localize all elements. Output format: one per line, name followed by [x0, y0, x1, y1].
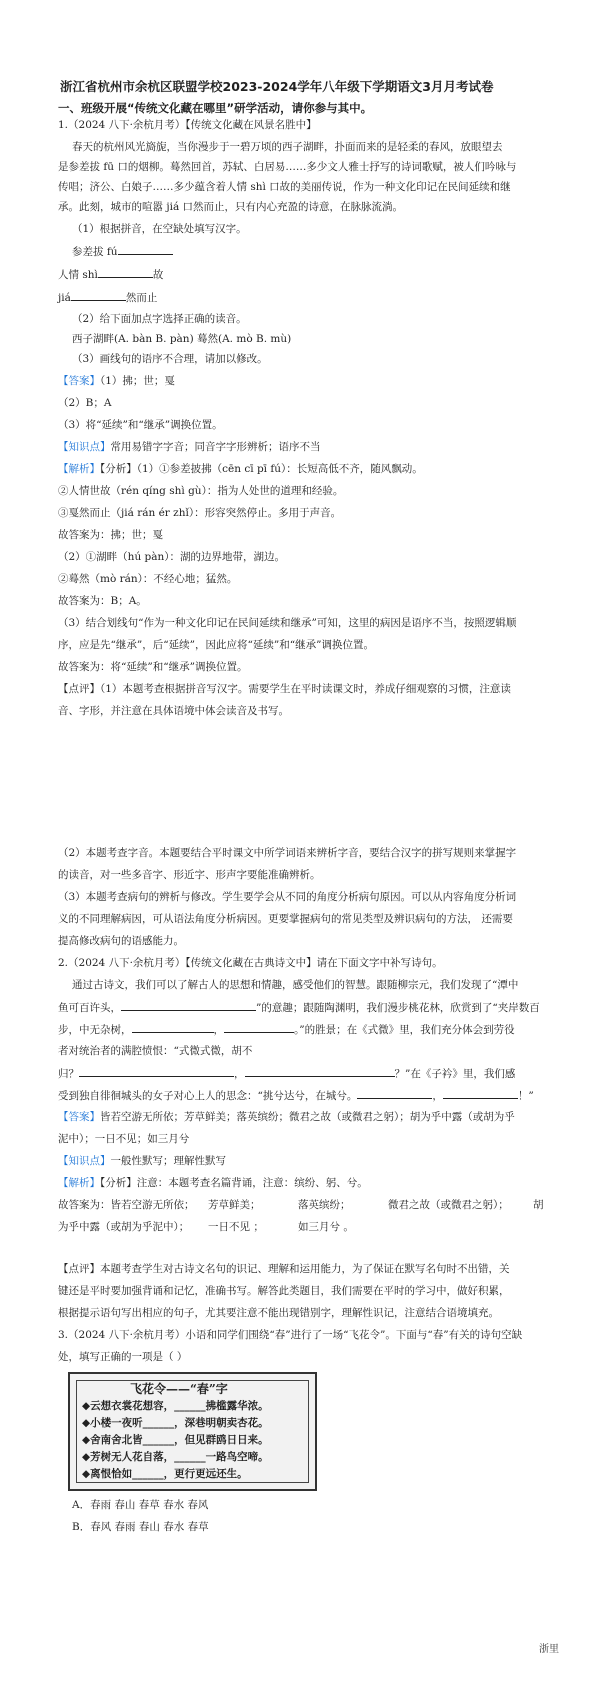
- passage-text: 归？: [58, 1068, 79, 1080]
- card-title: 飞花令——“春”字: [130, 1382, 228, 1396]
- q2-heading: 2.（2024 八下·余杭月考）【传统文化藏在古典诗文中】请在下面文字中补写诗句。: [58, 957, 443, 969]
- answer-blank[interactable]: [357, 1088, 432, 1099]
- q1-sub1: （1）根据拼音，在空缺处填写汉字。: [72, 223, 247, 235]
- q1-analysis-line: 故答案为：拂；世；戛: [58, 529, 163, 541]
- knowledge-text: 一般性默写；理解性默写: [110, 1155, 226, 1167]
- q1-sub2: （2）给下面加点字选择正确的读音。: [72, 313, 247, 325]
- passage-text: ”的意趣；跟随陶渊明，我们漫步桃花林，欣赏到了“夹岸数百: [256, 1002, 540, 1014]
- blank-label: 然而止: [125, 292, 158, 304]
- q1-analysis-line: 故答案为：B；A。: [58, 595, 147, 607]
- q1-comment: 的读音，对一些多音字、形近字、形声字要能准确辨析。: [58, 869, 321, 881]
- passage-text: 。”的胜景；在《式微》里，我们充分体会到劳役: [294, 1024, 515, 1036]
- q1-comment: （3）本题考查病句的辨析与修改。学生要学会从不同的角度分析病句原因。可以从内容角度分析词: [58, 891, 517, 903]
- q3-heading-2: 处，填写正确的一项是（ ）: [58, 1351, 188, 1363]
- analysis-text: 一日不见 ；: [208, 1221, 264, 1233]
- q1-answer-2: （2）B；A: [58, 397, 112, 409]
- q2-analysis-line: [58, 1198, 543, 1212]
- exam-title: 浙江省杭州市余杭区联盟学校2023-2024学年八年级下学期语文3月月考试卷: [60, 79, 494, 94]
- analysis-text: 落英缤纷；: [298, 1199, 351, 1211]
- blank-label: 人情 shì: [58, 269, 98, 281]
- knowledge-text: 常用易错字字音；同音字字形辨析；语序不当: [110, 441, 321, 453]
- q1-heading: 1.（2024 八下·余杭月考）【传统文化藏在风景名胜中】: [58, 119, 317, 131]
- q2-comment: 根据提示语句写出相应的句子，尤其要注意不能出现错别字，理解性识记，注意结合语境填充。: [58, 1307, 499, 1319]
- analysis-text: 芳草鲜美；: [208, 1199, 261, 1211]
- q1-analysis-line: 序，应是先“继承”，后“延续”，因此应将“延续”和“继承”调换位置。: [58, 639, 374, 651]
- q1-analysis-line: ②人情世故（rén qíng shì gù）：指为人处世的道理和经验。: [58, 485, 344, 497]
- q2-knowledge: [58, 1154, 226, 1168]
- knowledge-tag: 【知识点】: [58, 1155, 111, 1167]
- poem-line: ◆舍南舍北皆______，但见群鸥日日来。: [82, 1434, 269, 1446]
- analysis-text: 故答案为：皆若空游无所依；: [58, 1199, 195, 1211]
- q1-comment: 义的不同理解病因，可从语法角度分析病因。更要掌握病句的常见类型及辨识病句的方法， 还需要: [58, 913, 513, 925]
- q2-passage-line: [58, 1000, 540, 1015]
- q1-comment: 音、字形，并注意在具体语境中体会读音及书写。: [58, 705, 289, 717]
- q1-analysis-line: 故答案为：将“延续”和“继承”调换位置。: [58, 661, 248, 673]
- q1-comment: （2）本题考查字音。本题要结合平时课文中所学词语来辨析字音，要结合汉字的拼写规则来掌握字: [58, 847, 517, 859]
- q2-comment: 键还是平时要加强背诵和记忆，准确书写。解答此类题目，我们需要在平时的学习中，做好积累，: [58, 1285, 510, 1297]
- answer-blank[interactable]: [121, 1000, 256, 1011]
- passage-text: ？”在《子衿》里，我们感: [394, 1068, 516, 1080]
- q2-passage-line: [58, 1022, 515, 1037]
- q1-passage-line: 承。此刻，城市的喧嚣 jiá 口然而止，只有内心充盈的诗意，在脉脉流淌。: [58, 201, 404, 213]
- q3-option-a[interactable]: A．春雨 春山 春草 春水 春风: [72, 1499, 209, 1511]
- answer-blank[interactable]: [79, 1066, 234, 1077]
- analysis-text: 如三月兮 。: [298, 1221, 354, 1233]
- blank-label: jiá: [58, 292, 71, 304]
- q1-options: 西子湖畔(A. bàn B. pàn) 蓦然(A. mò B. mù): [72, 333, 292, 345]
- poem-line: ◆芳树无人花自落，______一路鸟空啼。: [82, 1451, 269, 1463]
- poem-line: ◆云想衣裳花想容，______拂槛露华浓。: [82, 1400, 269, 1412]
- passage-text: ，: [213, 1024, 224, 1036]
- q1-blank3: [58, 290, 157, 305]
- analysis-text: 【分析】注意：本题考查名篇背诵，注意：缤纷、躬、兮。: [100, 1177, 368, 1189]
- q1-passage-line: 传唱；济公、白娘子……多少蕴含着人情 shì 口故的美丽传说，作为一种文化印记在民间延续和继: [58, 181, 511, 193]
- q1-comment: 提高修改病句的语感能力。: [58, 935, 184, 947]
- q1-analysis-line: （2）①湖畔（hú pàn）：湖的边界地带，湖边。: [58, 551, 286, 563]
- q2-analysis-line: [58, 1220, 354, 1234]
- q1-passage-line: 是参差拔 fū 口的烟柳。蓦然回首，苏轼、白居易……多少文人雅士抒写的诗词歌赋，被人们吟咏与: [58, 161, 517, 173]
- passage-text: 受到独自徘徊城头的女子对心上人的思念：“挑兮达兮，在城兮。: [58, 1090, 358, 1102]
- q1-passage-line: 春天的杭州风光旖旎，当你漫步于一碧万顷的西子湖畔，扑面而来的是轻柔的春风，放眼望去: [72, 141, 503, 153]
- blank-label: 故: [152, 269, 164, 281]
- q2-answer-2: 泥中）；一日不见；如三月兮: [58, 1133, 190, 1145]
- answer-text: 皆若空游无所依；芳草鲜美；落英缤纷；微君之故（或微君之躬）；胡为乎中露（或胡为乎: [100, 1111, 515, 1123]
- knowledge-tag: 【知识点】: [58, 441, 111, 453]
- answer-blank[interactable]: [224, 1022, 294, 1033]
- analysis-tag: 【解析】: [58, 463, 100, 475]
- q1-answer-3: （3）将“延续”和“继承”调换位置。: [58, 419, 223, 431]
- passage-text: 步，中无杂树，: [58, 1024, 132, 1036]
- blank-label: 参差拔 fú: [72, 246, 118, 258]
- q3-heading: 3.（2024 八下·余杭月考）小语和同学们围绕“春”进行了一场“飞花令”。下面与“春”有关的诗句空缺: [58, 1329, 523, 1341]
- answer-tag: 【答案】: [58, 375, 100, 387]
- answer-text: （1）拂；世；戛: [100, 375, 175, 387]
- answer-blank[interactable]: [132, 1022, 214, 1033]
- q1-sub3: （3）画线句的语序不合理，请加以修改。: [72, 353, 268, 365]
- q2-passage-line: [58, 1088, 534, 1103]
- analysis-text: 【分析】（1）①参差披拂（cēn cī pī fú）：长短高低不齐，随风飘动。: [100, 463, 423, 475]
- passage-text: ，: [432, 1090, 443, 1102]
- section-heading: 一、班级开展“传统文化藏在哪里”研学活动，请你参与其中。: [58, 101, 373, 115]
- q1-analysis-line: ③戛然而止（jiá rán ér zhǐ）：形容突然停止。多用于声音。: [58, 507, 342, 519]
- q2-passage-line: 者对统治者的满腔愤恨：“式微式微，胡不: [58, 1045, 253, 1057]
- analysis-text: 胡: [533, 1199, 544, 1211]
- q2-comment: 【点评】本题考查学生对古诗文名句的识记、理解和运用能力，为了保证在默写名句时不出错，关: [58, 1263, 510, 1275]
- q1-knowledge: [58, 440, 321, 454]
- answer-blank[interactable]: [98, 267, 153, 278]
- q3-option-b[interactable]: B．春风 春雨 春山 春水 春草: [72, 1521, 209, 1533]
- q2-analysis: [58, 1176, 368, 1190]
- answer-tag: 【答案】: [58, 1111, 100, 1123]
- answer-blank[interactable]: [118, 244, 173, 255]
- passage-text: 鱼可百许头，: [58, 1002, 121, 1014]
- q2-passage-line: [58, 1066, 515, 1081]
- answer-blank[interactable]: [71, 290, 126, 301]
- q1-analysis: [58, 462, 423, 476]
- page-footer: 浙里: [539, 1644, 559, 1655]
- poem-line: ◆小楼一夜听______，深巷明朝卖杏花。: [82, 1417, 269, 1429]
- analysis-text: 为乎中露（或胡为乎泥中）；: [58, 1221, 190, 1233]
- analysis-tag: 【解析】: [58, 1177, 100, 1189]
- q1-analysis-line: ②蓦然（mò rán）：不经心地；猛然。: [58, 573, 238, 585]
- q1-comment: 【点评】（1）本题考查根据拼音写汉字。需要学生在平时读课文时，养成仔细观察的习惯，注意读: [58, 683, 511, 695]
- poem-line: ◆离恨恰如______，更行更远还生。: [82, 1468, 248, 1480]
- flying-flower-card: [68, 1372, 317, 1491]
- answer-blank[interactable]: [245, 1066, 395, 1077]
- passage-text: ！”: [517, 1090, 534, 1102]
- analysis-text: 微君之故（或微君之躬）；: [388, 1199, 509, 1211]
- q1-blank2: [58, 267, 163, 282]
- passage-text: ，: [234, 1068, 245, 1080]
- q1-answer: [58, 374, 175, 388]
- q1-analysis-line: （3）结合划线句“作为一种文化印记在民间延续和继承”可知，这里的病因是语序不当，按照逻辑顺: [58, 617, 517, 629]
- q2-answer: [58, 1110, 515, 1124]
- q1-blank1: [72, 244, 173, 259]
- q2-passage-line: 通过古诗文，我们可以了解古人的思想和情趣，感受他们的智慧。跟随柳宗元，我们发现了“潭中: [72, 979, 519, 991]
- answer-blank[interactable]: [443, 1088, 518, 1099]
